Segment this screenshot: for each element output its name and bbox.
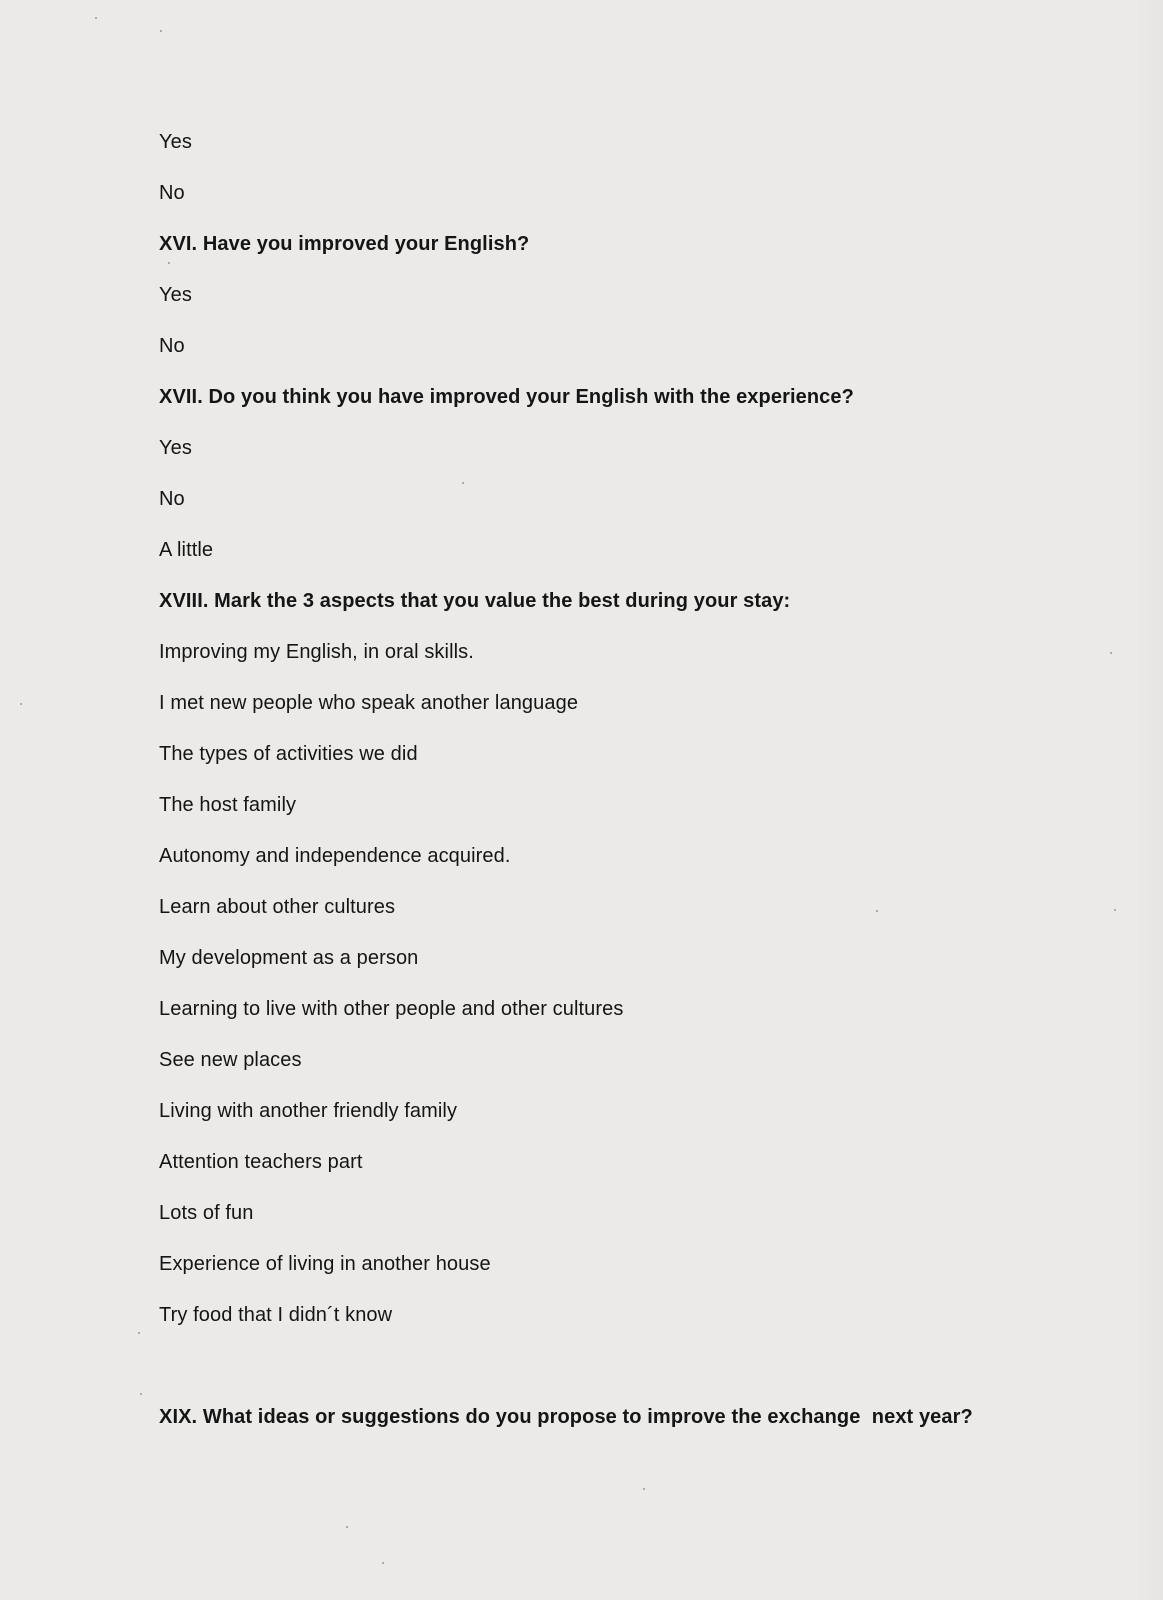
option-no: No bbox=[159, 488, 185, 510]
question-xix: XIX. What ideas or suggestions do you propose to improve the exchange next year? bbox=[159, 1406, 973, 1428]
aspect-item: Learning to live with other people and other cultures bbox=[159, 998, 624, 1020]
scan-speck bbox=[168, 262, 170, 264]
scan-speck bbox=[876, 910, 878, 912]
aspect-item: I met new people who speak another language bbox=[159, 692, 579, 714]
question-xvi: XVI. Have you improved your English? bbox=[159, 233, 530, 255]
aspect-item: The types of activities we did bbox=[159, 743, 418, 765]
scan-speck bbox=[1110, 652, 1112, 654]
scan-speck bbox=[20, 703, 22, 705]
scan-speck bbox=[160, 30, 162, 32]
option-no: No bbox=[159, 335, 185, 357]
aspect-item: Lots of fun bbox=[159, 1202, 254, 1224]
aspect-item: Attention teachers part bbox=[159, 1151, 363, 1173]
aspect-item: Try food that I didn´t know bbox=[159, 1304, 393, 1326]
scan-edge-shading bbox=[1131, 0, 1163, 1600]
scan-speck bbox=[140, 1393, 142, 1395]
aspect-item: Improving my English, in oral skills. bbox=[159, 641, 474, 663]
option-no: No bbox=[159, 182, 185, 204]
scan-speck bbox=[1114, 909, 1116, 911]
aspect-item: See new places bbox=[159, 1049, 302, 1071]
aspect-item: The host family bbox=[159, 794, 297, 816]
aspect-item: My development as a person bbox=[159, 947, 419, 969]
aspect-item: Autonomy and independence acquired. bbox=[159, 845, 511, 867]
scan-speck bbox=[346, 1526, 348, 1528]
scan-speck bbox=[382, 1562, 384, 1564]
option-a-little: A little bbox=[159, 539, 214, 561]
aspect-item: Living with another friendly family bbox=[159, 1100, 458, 1122]
option-yes: Yes bbox=[159, 131, 192, 153]
aspect-item: Experience of living in another house bbox=[159, 1253, 491, 1275]
aspect-item: Learn about other cultures bbox=[159, 896, 396, 918]
scan-speck bbox=[95, 17, 97, 19]
scan-speck bbox=[462, 482, 464, 484]
question-xviii: XVIII. Mark the 3 aspects that you value the best during your stay: bbox=[159, 590, 791, 612]
question-xvii: XVII. Do you think you have improved your English with the experience? bbox=[159, 386, 854, 408]
scan-speck bbox=[643, 1488, 645, 1490]
option-yes: Yes bbox=[159, 284, 192, 306]
option-yes: Yes bbox=[159, 437, 192, 459]
scan-speck bbox=[138, 1332, 140, 1334]
